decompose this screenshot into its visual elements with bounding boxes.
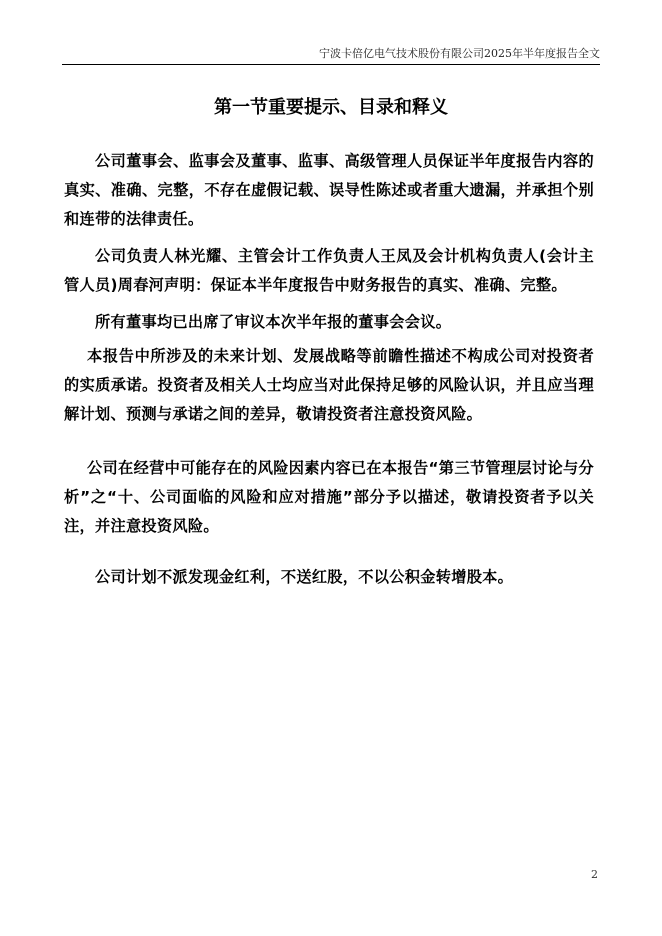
page-number: 2: [591, 868, 598, 881]
running-header: 宁波卡倍亿电气技术股份有限公司2025年半年度报告全文: [319, 47, 600, 60]
paragraph-attendance: 所有董事均已出席了审议本次半年报的董事会会议。: [95, 313, 452, 331]
paragraph-responsible-persons: 公司负责人林光耀、主管会计工作负责人王凤及会计机构负责人(会计主管人员)周春河声明：保证本半年度报告中财务报告的真实、准确、完整。: [64, 247, 594, 294]
header-divider: [62, 64, 600, 65]
paragraph-dividend-plan: 公司计划不派发现金红利，不送红股，不以公积金转增股本。: [95, 568, 514, 586]
paragraph-assurance: 公司董事会、监事会及董事、监事、高级管理人员保证半年度报告内容的真实、准确、完整，不存在虚假记载、误导性陈述或者重大遗漏，并承担个别和连带的法律责任。: [64, 152, 594, 228]
paragraph-risk-factors: 公司在经营中可能存在的风险因素内容已在本报告“第三节管理层讨论与分析”之“十、公司面临的风险和应对措施”部分予以描述，敬请投资者予以关注，并注意投资风险。: [64, 459, 594, 535]
section-title: 第一节重要提示、目录和释义: [214, 97, 448, 118]
paragraph-forward-looking: 本报告中所涉及的未来计划、发展战略等前瞻性描述不构成公司对投资者的实质承诺。投资者及相关人士均应当对此保持足够的风险认识，并且应当理解计划、预测与承诺之间的差异，敬请投资者注意投资风险。: [64, 347, 594, 423]
